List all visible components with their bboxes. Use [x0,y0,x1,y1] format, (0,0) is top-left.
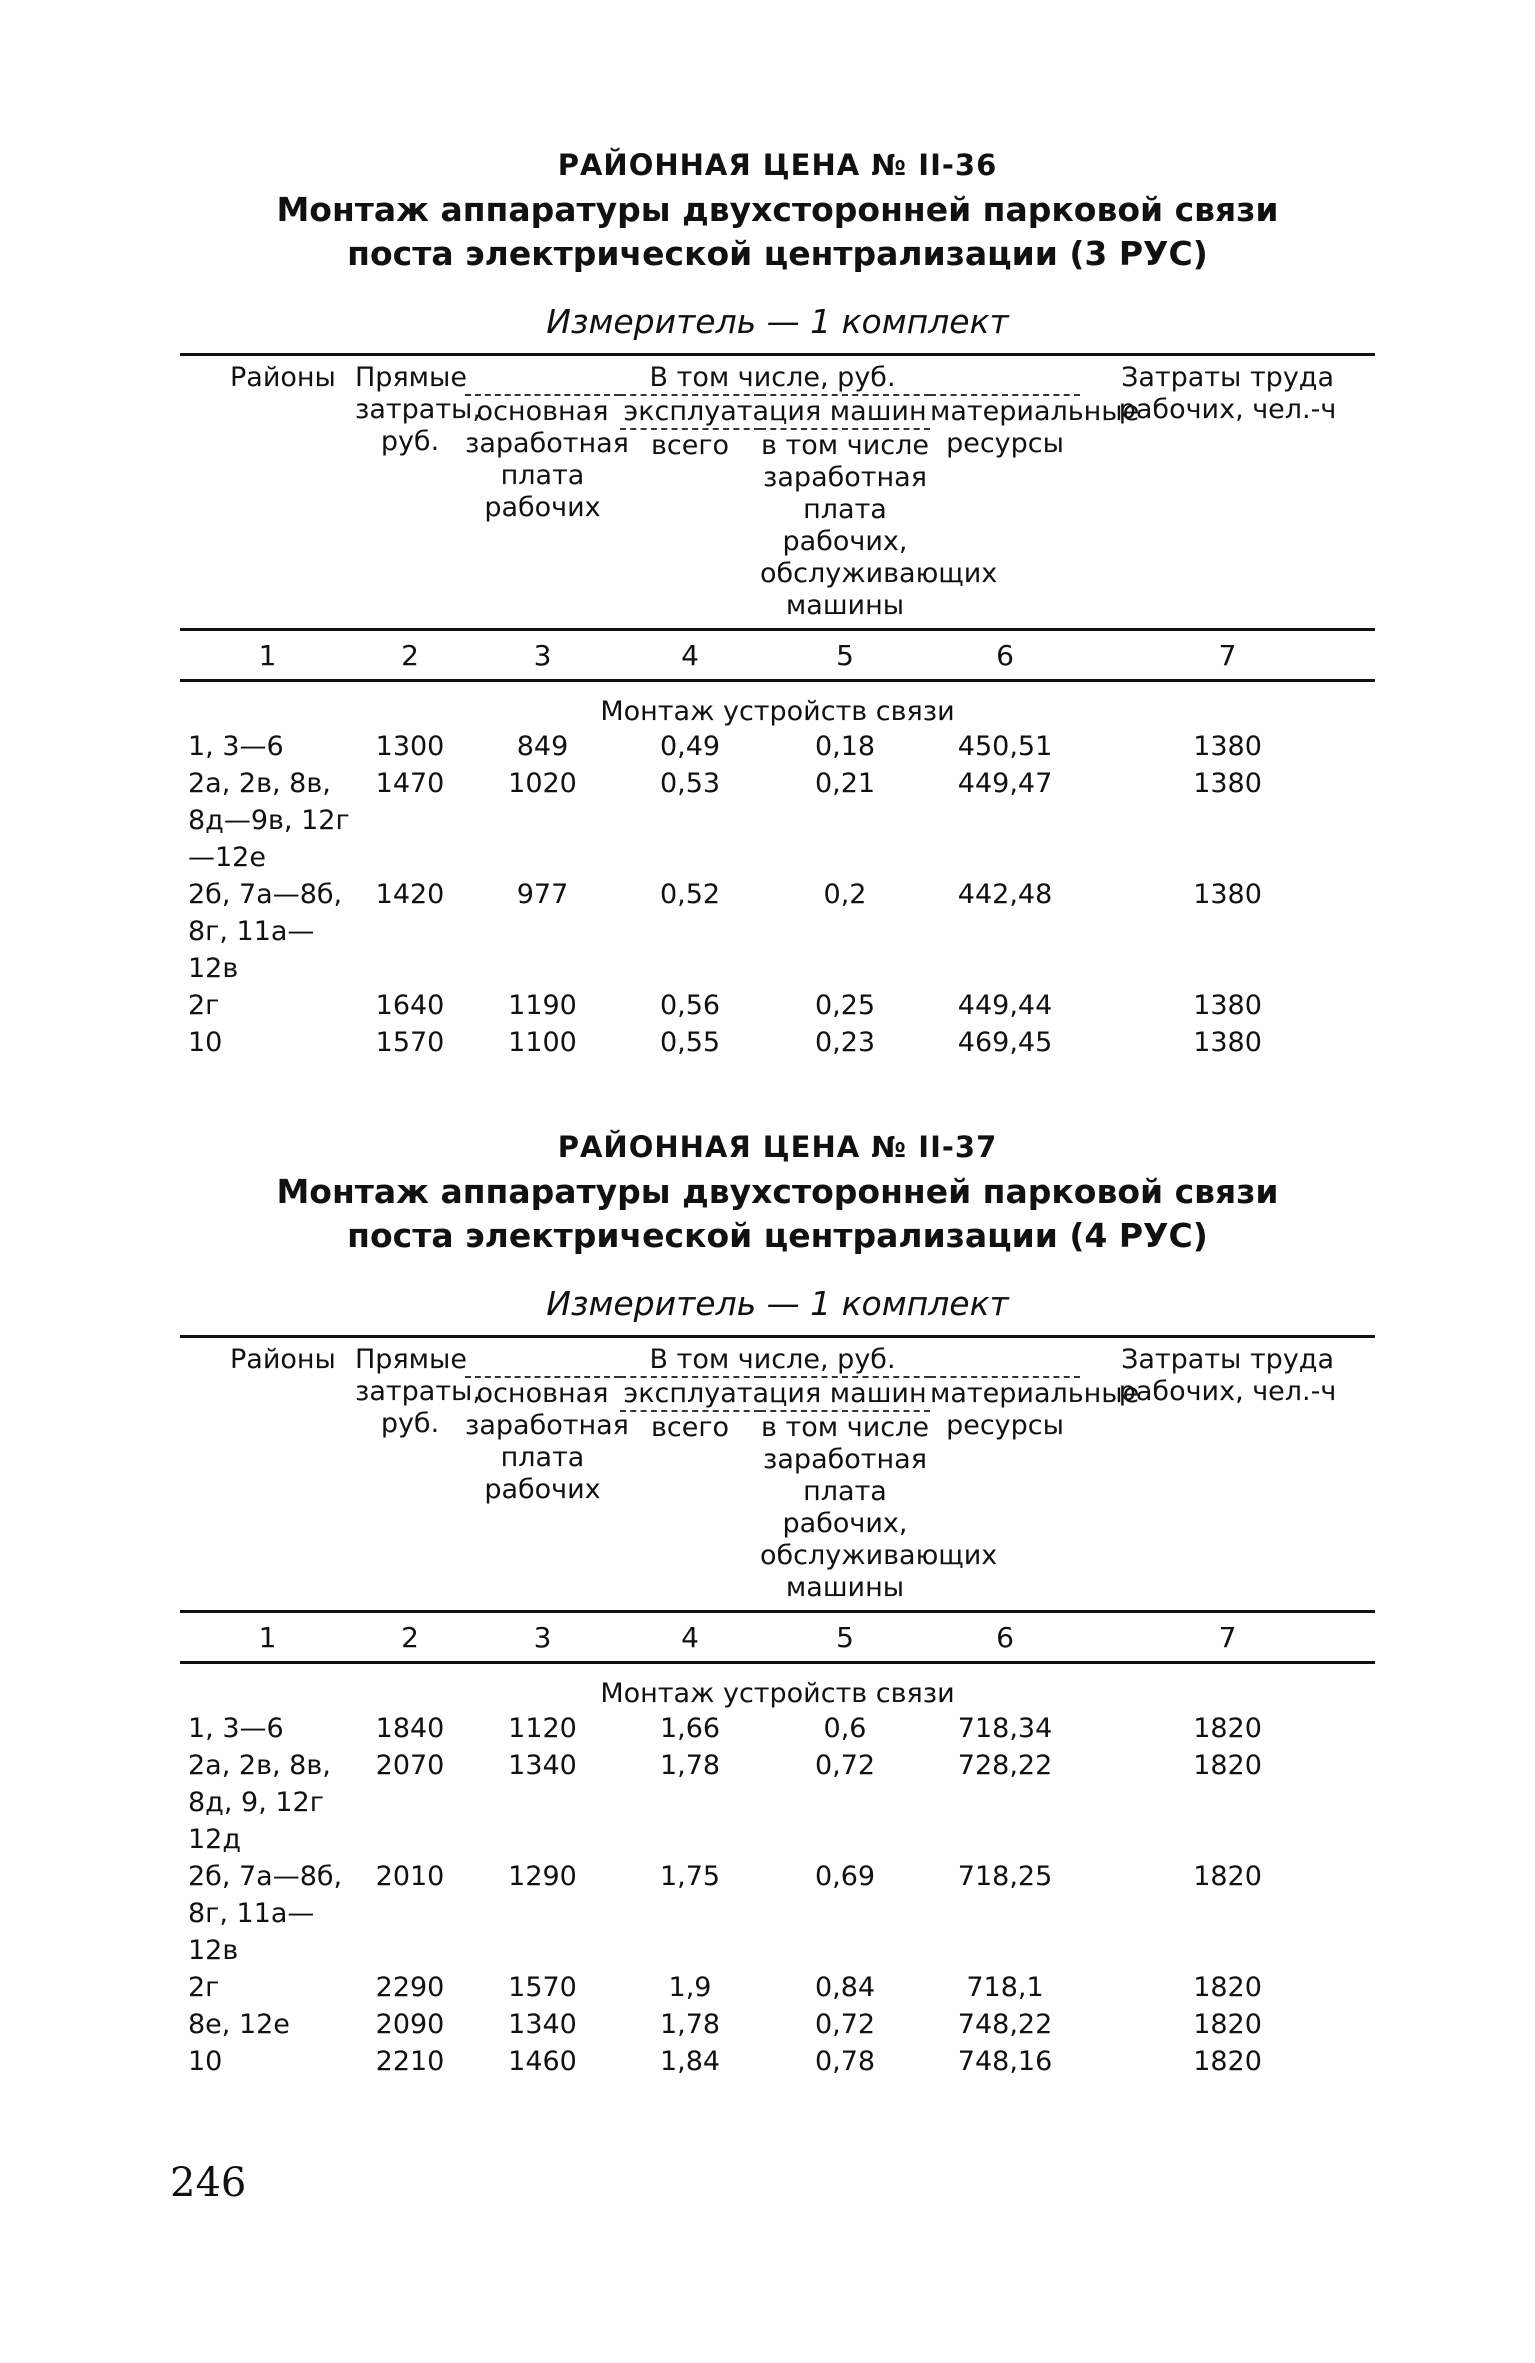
work-title-line-2: поста электрической централизации (4 РУС) [347,1216,1208,1255]
value-cell: 2090 [375,2009,445,2040]
value-cell: 2070 [375,1750,445,1781]
value-cell: 1190 [508,990,577,1021]
value-cell: 1100 [508,1027,577,1058]
subheading: Монтаж устройств связи [600,695,955,727]
column-number-row [180,630,1375,681]
value-cell: 748,16 [957,2046,1053,2077]
header-labor: Затраты труда рабочих, чел.-ч [1080,1337,1375,1612]
header-districts: Районы [180,1337,355,1612]
value-cell: 0,25 [814,990,876,1021]
column-number: 5 [760,630,930,681]
measure-unit: Измеритель — 1 комплект [546,1284,1009,1323]
column-number: 1 [180,630,355,681]
value-cell: 1470 [375,768,445,799]
subheading-row [180,1663,1375,1711]
table-row [180,987,1375,1024]
value-cell: 0,23 [814,1027,876,1058]
value-cell: 0,49 [659,731,721,762]
district-cell: 2а, 2в, 8в, 8д, 9, 12г 12д [188,1750,331,1855]
district-cell: 1, 3—6 [188,1713,284,1744]
price-number-title: РАЙОННАЯ ЦЕНА № II-36 [557,148,998,182]
value-cell: 2010 [375,1861,445,1892]
value-cell: 718,25 [957,1861,1053,1892]
price-section-ii-36 [180,148,1375,1061]
header-materials: материальные ресурсы [930,396,1140,459]
value-cell: 849 [516,731,569,762]
value-cell: 0,18 [814,731,876,762]
column-number: 6 [930,630,1080,681]
value-cell: 1290 [508,1861,577,1892]
table-row [180,876,1375,987]
table-row [180,2043,1375,2080]
header-total: всего [650,430,730,461]
column-number: 3 [465,1612,620,1663]
table-row [180,1858,1375,1969]
value-cell: 0,78 [814,2046,876,2077]
value-cell: 1820 [1193,1750,1262,1781]
value-cell: 450,51 [957,731,1053,762]
column-number: 2 [355,1612,465,1663]
value-cell: 718,34 [957,1713,1053,1744]
subheading-row [180,681,1375,729]
value-cell: 1820 [1193,1713,1262,1744]
header-including: В том числе, руб. [465,1337,1080,1378]
header-districts: Районы [180,355,355,630]
value-cell: 1300 [375,731,445,762]
header-operator-wage: в том числе заработная плата рабочих, обслуживающих машины [760,430,998,621]
header-machine-operation: эксплуатация машин [620,1377,930,1411]
value-cell: 1380 [1193,1027,1262,1058]
value-cell: 748,22 [957,2009,1053,2040]
value-cell: 442,48 [957,879,1053,910]
district-cell: 2б, 7а—8б, 8г, 11а—12в [188,1861,343,1966]
district-cell: 2г [188,1972,220,2003]
value-cell: 1820 [1193,1972,1262,2003]
value-cell: 0,2 [823,879,867,910]
value-cell: 449,47 [957,768,1053,799]
value-cell: 0,52 [659,879,721,910]
value-cell: 1120 [508,1713,577,1744]
header-including: В том числе, руб. [465,355,1080,396]
value-cell: 1820 [1193,2046,1262,2077]
district-cell: 2б, 7а—8б, 8г, 11а—12в [188,879,343,984]
table-row [180,1747,1375,1858]
header-base-wage: основная заработная плата рабочих [465,1378,629,1505]
value-cell: 0,55 [659,1027,721,1058]
header-labor: Затраты труда рабочих, чел.-ч [1080,355,1375,630]
column-number-row [180,1612,1375,1663]
value-cell: 1380 [1193,731,1262,762]
page-number: 246 [170,2160,247,2206]
value-cell: 1020 [508,768,577,799]
value-cell: 1,9 [668,1972,712,2003]
value-cell: 977 [516,879,569,910]
value-cell: 0,72 [814,1750,876,1781]
value-cell: 1380 [1193,768,1262,799]
work-title-line-1: Монтаж аппаратуры двухсторонней парковой связи [276,190,1279,229]
value-cell: 1340 [508,2009,577,2040]
table-row [180,765,1375,876]
district-cell: 2а, 2в, 8в, 8д—9в, 12г—12е [188,768,350,873]
value-cell: 0,69 [814,1861,876,1892]
value-cell: 1,78 [659,2009,721,2040]
column-number: 7 [1080,1612,1375,1663]
value-cell: 449,44 [957,990,1053,1021]
value-cell: 0,84 [814,1972,876,2003]
value-cell: 1640 [375,990,445,1021]
column-number: 4 [620,630,760,681]
header-operator-wage: в том числе заработная плата рабочих, обслуживающих машины [760,1412,998,1603]
value-cell: 2290 [375,1972,445,2003]
column-number: 6 [930,1612,1080,1663]
value-cell: 469,45 [957,1027,1053,1058]
price-table [180,1335,1375,2080]
value-cell: 718,1 [966,1972,1044,2003]
value-cell: 1570 [375,1027,445,1058]
column-number: 3 [465,630,620,681]
header-materials: материальные ресурсы [930,1378,1140,1441]
column-number: 4 [620,1612,760,1663]
header-total: всего [650,1412,730,1443]
column-number: 7 [1080,630,1375,681]
value-cell: 1460 [508,2046,577,2077]
value-cell: 728,22 [957,1750,1053,1781]
district-cell: 10 [188,2046,223,2077]
value-cell: 1,75 [659,1861,721,1892]
district-cell: 1, 3—6 [188,731,284,762]
value-cell: 1340 [508,1750,577,1781]
district-cell: 8е, 12е [188,2009,290,2040]
price-table [180,353,1375,1061]
value-cell: 1570 [508,1972,577,2003]
district-cell: 10 [188,1027,223,1058]
price-section-ii-37 [180,1130,1375,2080]
value-cell: 0,72 [814,2009,876,2040]
table-row [180,1969,1375,2006]
value-cell: 1820 [1193,1861,1262,1892]
measure-unit: Измеритель — 1 комплект [546,302,1009,341]
district-cell: 2г [188,990,220,1021]
table-row [180,1710,1375,1747]
value-cell: 1380 [1193,990,1262,1021]
header-direct-costs: Прямые затраты, руб. [355,355,465,630]
table-row [180,1024,1375,1061]
subheading: Монтаж устройств связи [600,1677,955,1709]
value-cell: 0,21 [814,768,876,799]
value-cell: 2210 [375,2046,445,2077]
header-machine-operation: эксплуатация машин [620,395,930,429]
table-row [180,2006,1375,2043]
value-cell: 0,53 [659,768,721,799]
work-title-line-2: поста электрической централизации (3 РУС) [347,234,1208,273]
table-row [180,728,1375,765]
value-cell: 1,78 [659,1750,721,1781]
value-cell: 1420 [375,879,445,910]
work-title-line-1: Монтаж аппаратуры двухсторонней парковой связи [276,1172,1279,1211]
value-cell: 0,6 [823,1713,867,1744]
value-cell: 1,84 [659,2046,721,2077]
header-direct-costs: Прямые затраты, руб. [355,1337,465,1612]
value-cell: 1,66 [659,1713,721,1744]
column-number: 5 [760,1612,930,1663]
value-cell: 0,56 [659,990,721,1021]
value-cell: 1380 [1193,879,1262,910]
price-number-title: РАЙОННАЯ ЦЕНА № II-37 [557,1130,998,1164]
column-number: 2 [355,630,465,681]
value-cell: 1840 [375,1713,445,1744]
value-cell: 1820 [1193,2009,1262,2040]
header-base-wage: основная заработная плата рабочих [465,396,629,523]
column-number: 1 [180,1612,355,1663]
